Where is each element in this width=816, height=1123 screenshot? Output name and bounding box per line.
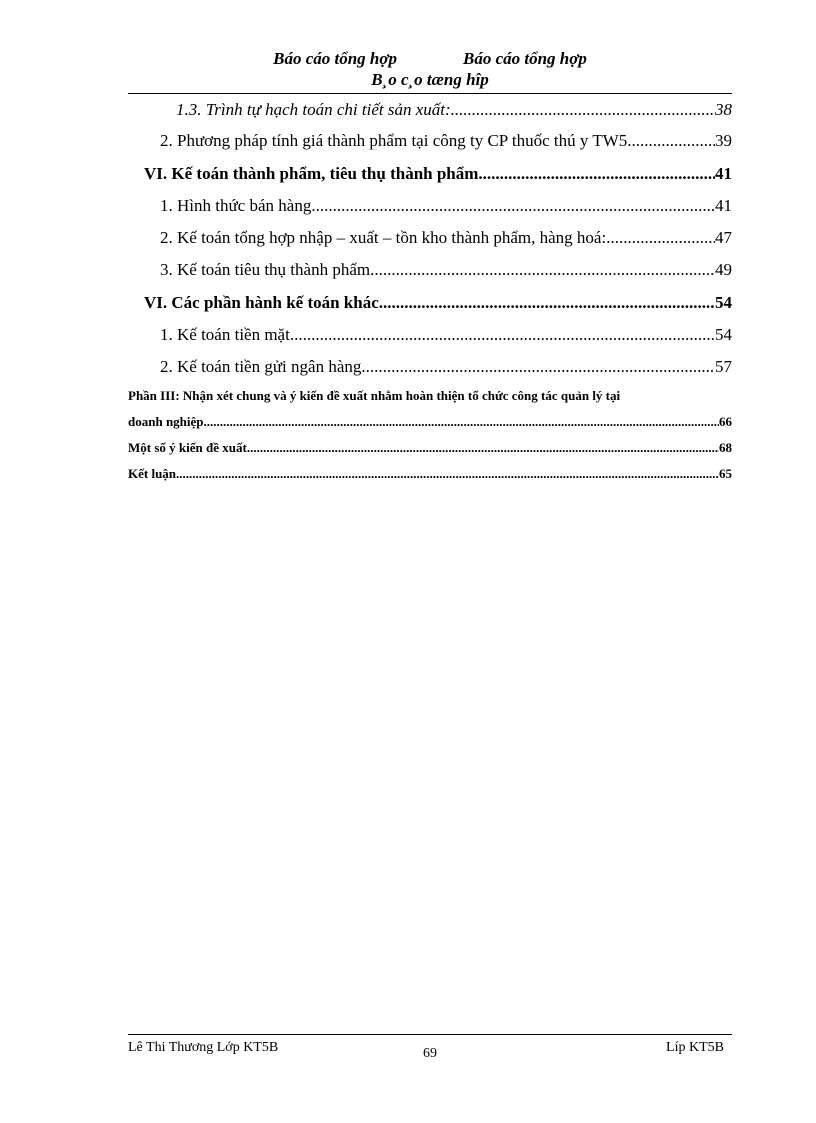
toc-entry-page: 49 — [715, 260, 732, 279]
header-title-right: Báo cáo tổng hợp — [463, 49, 587, 68]
toc-entry-label: VI. Các phần hành kế toán khác — [144, 293, 379, 312]
toc-entry — [128, 222, 732, 254]
toc-entry-page: 47 — [715, 228, 732, 247]
table-of-contents — [128, 94, 732, 487]
page-header — [128, 48, 732, 90]
toc-entry-label: Kết luận — [128, 466, 177, 481]
toc-entry-label: 2. Kế toán tổng hợp nhập – xuất – tồn kho thành phẩm, hàng hoá: — [160, 228, 607, 247]
footer-author: Lê Thi Thương Lớp KT5B — [128, 1040, 279, 1055]
header-subtitle: B¸o c¸o tæng hîp — [371, 70, 489, 89]
toc-leader-dots — [290, 319, 715, 351]
toc-leader-dots — [451, 94, 715, 125]
header-title-row — [128, 48, 732, 70]
toc-entry-page: 57 — [715, 357, 732, 376]
toc-entry — [128, 94, 732, 125]
toc-entry-label: 2. Phương pháp tính giá thành phẩm tại công ty CP thuốc thú y TW5 — [160, 131, 628, 150]
toc-leader-dots — [606, 222, 715, 254]
toc-entry-label: 3. Kế toán tiêu thụ thành phẩm — [160, 260, 371, 279]
toc-entry — [128, 351, 732, 383]
toc-entry-label: 2. Kế toán tiền gửi ngân hàng — [160, 357, 362, 376]
toc-entry — [128, 409, 732, 435]
page-number: 69 — [423, 1046, 437, 1061]
toc-entry-label: 1. Kế toán tiền mặt — [160, 325, 290, 344]
toc-leader-dots — [478, 157, 715, 190]
toc-entry — [128, 461, 732, 487]
toc-entry — [128, 125, 732, 157]
toc-leader-dots — [204, 409, 719, 435]
toc-entry-label: VI. Kế toán thành phẩm, tiêu thụ thành phẩm — [144, 164, 479, 183]
toc-leader-dots — [247, 435, 719, 461]
header-title-left: Báo cáo tổng hợp — [273, 49, 397, 68]
toc-entry — [128, 190, 732, 222]
toc-entry — [128, 319, 732, 351]
toc-entry — [128, 435, 732, 461]
toc-entry-page: 41 — [715, 164, 732, 183]
toc-entry-label: 1. Hình thức bán hàng — [160, 196, 312, 215]
toc-entry-page: 66 — [719, 414, 732, 429]
toc-entry — [128, 157, 732, 190]
toc-entry-label: doanh nghiệp — [128, 414, 204, 429]
toc-entry-label: 1.3. Trình tự hạch toán chi tiết sản xuất: — [176, 100, 451, 119]
toc-leader-dots — [370, 254, 715, 286]
toc-entry-page: 41 — [715, 196, 732, 215]
toc-leader-dots — [311, 190, 715, 222]
toc-leader-dots — [379, 286, 715, 319]
toc-entry-page: 39 — [715, 131, 732, 150]
toc-entry-label-line1: Phần III: Nhận xét chung và ý kiến đề xuất nhằm hoàn thiện tổ chức công tác quản lý tại — [128, 388, 621, 403]
toc-leader-dots — [627, 125, 715, 157]
toc-entry — [128, 286, 732, 319]
footer-class: Líp KT5B — [666, 1040, 724, 1055]
toc-entry-page: 38 — [715, 100, 732, 119]
toc-leader-dots — [176, 461, 719, 487]
toc-entry-page: 54 — [715, 293, 732, 312]
page-footer — [128, 1040, 732, 1064]
toc-entry — [128, 254, 732, 286]
toc-entry-page: 54 — [715, 325, 732, 344]
footer-divider — [128, 1034, 732, 1035]
toc-entry-page: 68 — [719, 440, 732, 455]
toc-entry-page: 65 — [719, 466, 732, 481]
toc-leader-dots — [361, 351, 715, 383]
toc-entry-label: Một số ý kiến đề xuất — [128, 440, 247, 455]
